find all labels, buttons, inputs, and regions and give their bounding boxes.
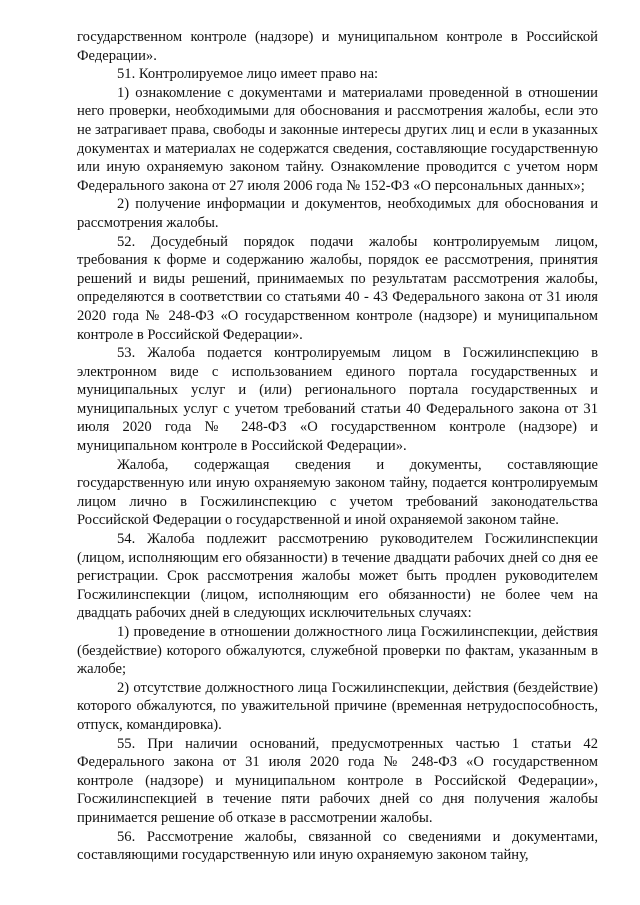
paragraph: 56. Рассмотрение жалобы, связанной со сведениями и документами, составляющими государственную или иную охраняемую законом тайну, <box>77 828 598 864</box>
paragraph: 51. Контролируемое лицо имеет право на: <box>117 66 379 83</box>
paragraph: государственном контроле (надзоре) и муниципальном контроле в Российской Федерации». <box>77 29 598 64</box>
paragraph: 2) получение информации и документов, необходимых для обоснования и рассмотрения жалобы. <box>77 196 598 231</box>
paragraph: 52. Досудебный порядок подачи жалобы контролируемым лицом, требования к форме и содержанию жалобы, порядок ее рассмотрения, принятия решений и виды решений, принимаемых по результатам рассмотрения жалобы, определяются в соответствии со статьями 40 - 43 Федерального закона от 31 июля 2020 года № 248-ФЗ «О государственном контроле (надзоре) и муниципальном контроле в Российской Федерации». <box>77 233 598 343</box>
paragraph: 1) ознакомление с документами и материалами проведенной в отношении него проверки, необходимыми для обоснования и рассмотрения жалобы, если это не затрагивает права, свободы и законные интересы других лиц и если в указанных документах и материалах не содержатся сведения, составляющие государственную или иную охраняемую законом тайну. Ознакомление проводится с учетом норм Федерального закона от 27 июля 2006 года № 152-ФЗ «О персональных данных»; <box>77 84 598 194</box>
paragraph: 1) проведение в отношении должностного лица Госжилинспекции, действия (бездействие) которого обжалуются, служебной проверки по фактам, указанным в жалобе; <box>77 624 598 678</box>
paragraph: 54. Жалоба подлежит рассмотрению руководителем Госжилинспекции (лицом, исполняющим его обязанности) в течение двадцати рабочих дней со дня ее регистрации. Срок рассмотрения жалобы может быть продлен руководителем Госжилинспекции (лицом, исполняющим его обязанности) не более чем на двадцать рабочих дней в следующих исключительных случаях: <box>77 531 598 622</box>
document-page <box>77 28 598 865</box>
paragraph: 55. При наличии оснований, предусмотренных частью 1 статьи 42 Федерального закона от 31 июля 2020 года № 248-ФЗ «О государственном контроле (надзоре) и муниципальном контроле в Российской Федерации», Госжилинспекцией в течение пяти рабочих дней со дня получения жалобы принимается решение об отказе в рассмотрении жалобы. <box>77 735 598 826</box>
paragraph: 53. Жалоба подается контролируемым лицом в Госжилинспекцию в электронном виде с использованием единого портала государственных и муниципальных услуг и (или) регионального портала государственных и муниципальных услуг с учетом требований статьи 40 Федерального закона от 31 июля 2020 года № 248-ФЗ «О государственном контроле (надзоре) и муниципальном контроле в Российской Федерации». <box>77 345 598 455</box>
paragraph: Жалоба, содержащая сведения и документы, составляющие государственную или иную охраняемую законом тайну, подается контролируемым лицом лично в Госжилинспекцию с учетом требований законодательства Российской Федерации о государственной и иной охраняемой законом тайне. <box>77 456 598 529</box>
paragraph: 2) отсутствие должностного лица Госжилинспекции, действия (бездействие) которого обжалуются, по уважительной причине (временная нетрудоспособность, отпуск, командировка). <box>77 679 598 733</box>
